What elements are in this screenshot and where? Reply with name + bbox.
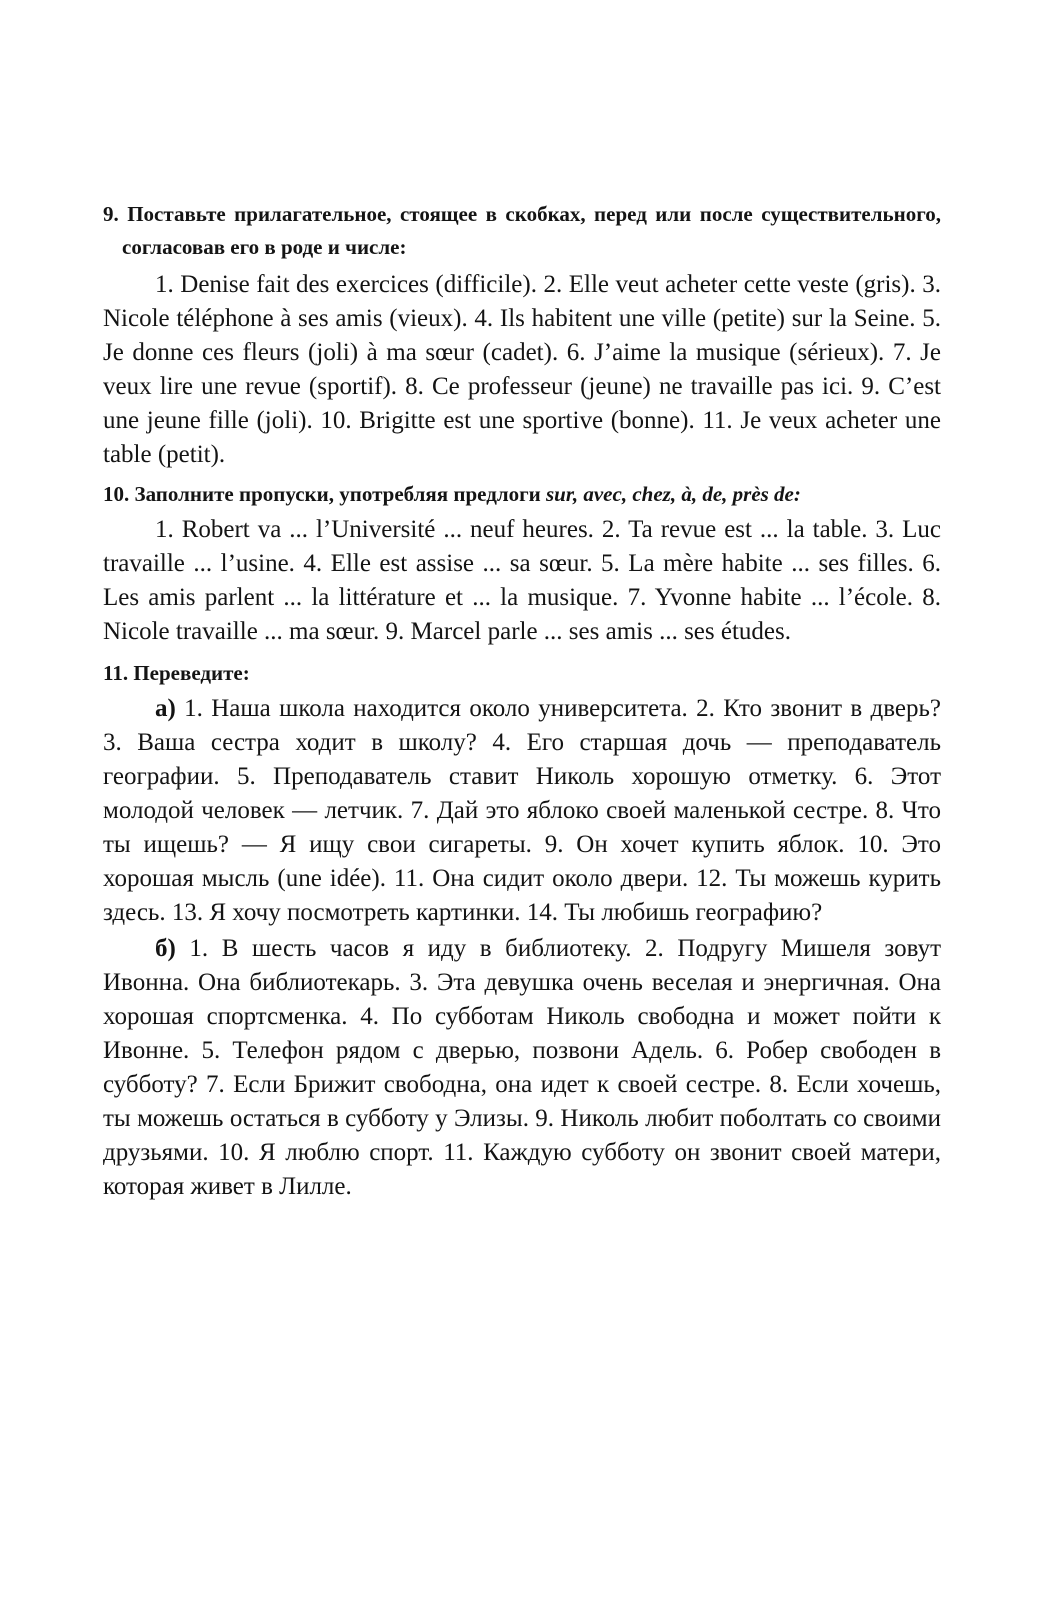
part-letter: а) <box>155 695 176 722</box>
exercise-11 <box>103 657 941 1204</box>
exercise-part-a <box>103 692 941 930</box>
exercise-heading <box>103 478 941 511</box>
exercise-number: 10. <box>103 482 130 506</box>
exercise-text: 1. Robert va ... l’Université ... neuf heures. 2. Ta revue est ... la table. 3. Luc travaille ... l’usine. 4. Elle est assise ... sa sœur. 5. La mère habite ... ses filles. 6. Les amis parlent ... la littérature et ... la musique. 7. Yvonne habite ... l’école. 8. Nicole travaille ... ma sœur. 9. Marcel parle ... ses amis ... ses études. <box>103 516 941 645</box>
page-content <box>103 198 941 1204</box>
exercise-heading <box>103 657 941 690</box>
part-text: 1. Наша школа находится около университета. 2. Кто звонит в дверь? 3. Ваша сестра ходит в школу? 4. Его старшая дочь — преподаватель географии. 5. Преподаватель ставит Николь хорошую отметку. 6. Этот молодой человек — летчик. 7. Дай это яблоко своей маленькой сестре. 8. Что ты ищешь? — Я ищу свои сигареты. 9. Он хочет купить яблок. 10. Это хорошая мысль (une idée). 11. Она сидит около двери. 12. Ты можешь курить здесь. 13. Я хочу посмотреть картинки. 14. Ты любишь географию? <box>103 695 941 926</box>
part-text: 1. В шесть часов я иду в библиотеку. 2. Подругу Мишеля зовут Ивонна. Она библиотекарь. 3. Эта девушка очень веселая и энергичная. Она хорошая спортсменка. 4. По субботам Николь свободна и может пойти к Ивонне. 5. Телефон рядом с дверью, позвони Адель. 6. Робер свободен в субботу? 7. Если Брижит свободна, она идет к своей сестре. 8. Если хочешь, ты можешь остаться в субботу у Элизы. 9. Николь любит поболтать со своими друзьями. 10. Я люблю спорт. 11. Каждую субботу он звонит своей матери, которая живет в Лилле. <box>103 935 941 1200</box>
exercise-part-b <box>103 932 941 1204</box>
exercise-10 <box>103 478 941 649</box>
exercise-instruction: Переведите: <box>133 661 250 685</box>
exercise-number: 11. <box>103 661 129 685</box>
part-letter: б) <box>155 935 176 962</box>
exercise-text: 1. Denise fait des exercices (difficile). 2. Elle veut acheter cette veste (gris). 3. Nicole téléphone à ses amis (vieux). 4. Ils habitent une ville (petite) sur la Seine. 5. Je donne ces fleurs (joli) à ma sœur (cadet). 6. J’aime la musique (sérieux). 7. Je veux lire une revue (sportif). 8. Ce professeur (jeune) ne travaille pas ici. 9. C’est une jeune fille (joli). 10. Brigitte est une sportive (bonne). 11. Je veux acheter une table (petit). <box>103 271 941 468</box>
exercise-number: 9. <box>103 202 119 226</box>
exercise-9 <box>103 198 941 472</box>
exercise-instruction: Поставьте прилагательное, стоящее в скобках, перед или после существительного, согласовав его в роде и числе: <box>122 202 942 259</box>
exercise-heading <box>103 198 941 264</box>
exercise-instruction: Заполните пропуски, употребляя предлоги <box>134 482 541 506</box>
preposition-list: sur, avec, chez, à, de, près de: <box>546 482 801 506</box>
